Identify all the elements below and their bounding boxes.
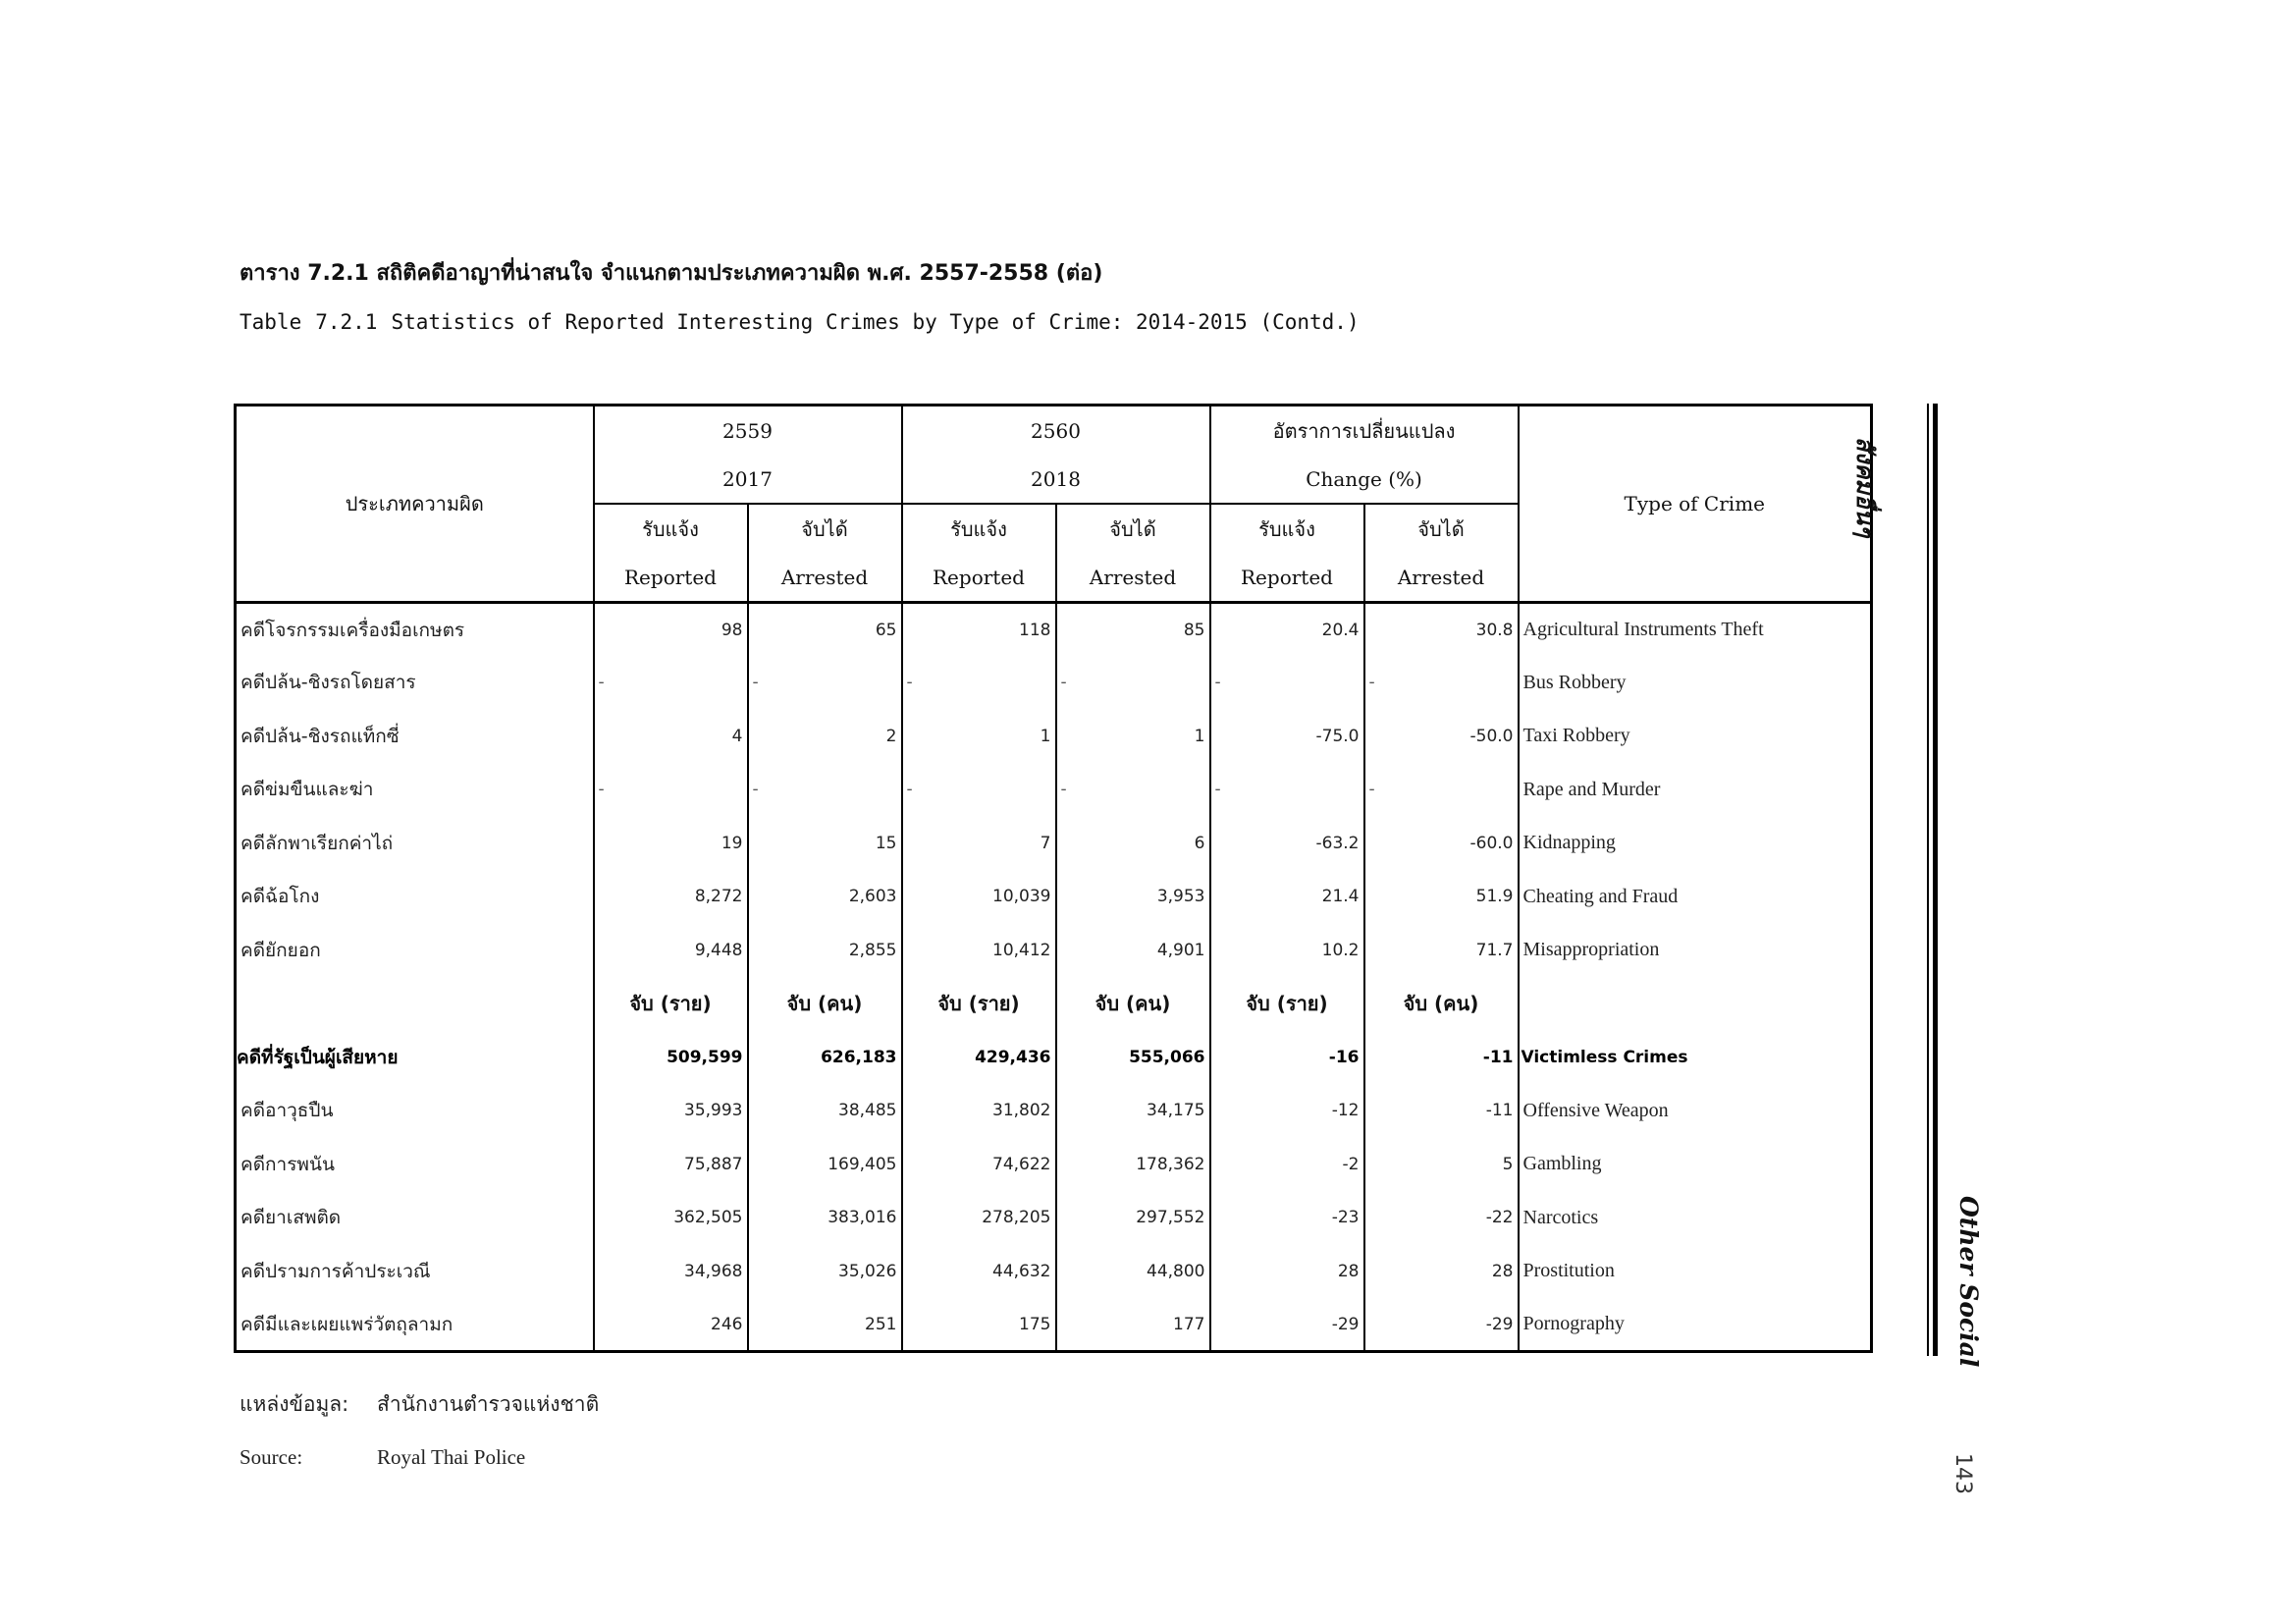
cell-value: 8,272 <box>594 870 748 924</box>
subheader-reported-thai: รับแจ้ง <box>902 504 1056 553</box>
cell-value: 2,603 <box>748 870 902 924</box>
group-value: 429,436 <box>902 1031 1056 1085</box>
cell-value: 44,632 <box>902 1245 1056 1299</box>
cell-value: 65 <box>748 603 902 657</box>
cell-value: -2 <box>1210 1138 1364 1192</box>
cell-value: -12 <box>1210 1084 1364 1138</box>
cell-value: 28 <box>1364 1245 1519 1299</box>
cell-value: -60.0 <box>1364 817 1519 871</box>
crime-type-english: Bus Robbery <box>1519 656 1872 710</box>
group-row-victimless <box>236 1031 1872 1085</box>
page-number: 143 <box>1950 1453 1975 1494</box>
cell-value: -22 <box>1364 1191 1519 1245</box>
crime-type-english: Cheating and Fraud <box>1519 870 1872 924</box>
cell-value: 51.9 <box>1364 870 1519 924</box>
cell-value: - <box>1210 656 1364 710</box>
table-row <box>236 603 1872 657</box>
units-row-blank <box>1519 977 1872 1031</box>
table-body-victimless-crimes <box>236 1084 1872 1352</box>
cell-value: 178,362 <box>1056 1138 1210 1192</box>
source-value-english: Royal Thai Police <box>377 1445 526 1469</box>
cell-value: - <box>594 763 748 817</box>
cell-value: 7 <box>902 817 1056 871</box>
cell-value: 1 <box>902 710 1056 764</box>
subheader-reported: Reported <box>902 553 1056 603</box>
cell-value: 71.7 <box>1364 924 1519 978</box>
cell-value: -63.2 <box>1210 817 1364 871</box>
table-row <box>236 1245 1872 1299</box>
crime-type-thai: คดีการพนัน <box>236 1138 594 1192</box>
table-row <box>236 656 1872 710</box>
subheader-arrested-thai: จับได้ <box>1056 504 1210 553</box>
header-year-2559: 2559 <box>594 406 902 456</box>
cell-value: 4 <box>594 710 748 764</box>
header-change-english: Change (%) <box>1210 455 1519 504</box>
group-label-thai: คดีที่รัฐเป็นผู้เสียหาย <box>236 1031 594 1085</box>
header-year-2017: 2017 <box>594 455 902 504</box>
cell-value: - <box>902 656 1056 710</box>
cell-value: -23 <box>1210 1191 1364 1245</box>
crime-type-english: Pornography <box>1519 1298 1872 1352</box>
crime-type-thai: คดีโจรกรรมเครื่องมือเกษตร <box>236 603 594 657</box>
cell-value: 15 <box>748 817 902 871</box>
crime-type-english: Prostitution <box>1519 1245 1872 1299</box>
cell-value: 35,993 <box>594 1084 748 1138</box>
table-body-property-crimes <box>236 603 1872 978</box>
cell-value: - <box>594 656 748 710</box>
table-row <box>236 763 1872 817</box>
cell-value: -29 <box>1210 1298 1364 1352</box>
cell-value: - <box>1056 656 1210 710</box>
table-row <box>236 870 1872 924</box>
cell-value: 3,953 <box>1056 870 1210 924</box>
cell-value: 297,552 <box>1056 1191 1210 1245</box>
table-title-thai: ตาราง 7.2.1 สถิติคดีอาญาที่น่าสนใจ จำแนกตามประเภทความผิด พ.ศ. 2557-2558 (ต่อ) <box>240 261 1103 286</box>
cell-value: 30.8 <box>1364 603 1519 657</box>
cell-value: 383,016 <box>748 1191 902 1245</box>
crime-type-thai: คดียาเสพติด <box>236 1191 594 1245</box>
cell-value: - <box>748 763 902 817</box>
cell-value: 85 <box>1056 603 1210 657</box>
cell-value: 21.4 <box>1210 870 1364 924</box>
cell-value: - <box>1364 763 1519 817</box>
group-value: 626,183 <box>748 1031 902 1085</box>
table-row <box>236 1298 1872 1352</box>
header-year-2560: 2560 <box>902 406 1210 456</box>
cell-value: 251 <box>748 1298 902 1352</box>
table-number: 7.2.1 <box>315 310 378 334</box>
cell-value: -75.0 <box>1210 710 1364 764</box>
table-title-text: Statistics of Reported Interesting Crimes by Type of Crime: 2014-2015 (Contd.) <box>391 310 1360 334</box>
cell-value: 10,039 <box>902 870 1056 924</box>
sidebar-rule-thick <box>1933 404 1938 1356</box>
crime-type-thai: คดียักยอก <box>236 924 594 978</box>
crime-type-thai: คดีมีและเผยแพร่วัตถุลามก <box>236 1298 594 1352</box>
cell-value: 118 <box>902 603 1056 657</box>
unit-label: จับ (คน) <box>1056 977 1210 1031</box>
group-value: 555,066 <box>1056 1031 1210 1085</box>
subheader-reported-thai: รับแจ้ง <box>1210 504 1364 553</box>
cell-value: 177 <box>1056 1298 1210 1352</box>
cell-value: -29 <box>1364 1298 1519 1352</box>
crime-statistics-table <box>234 404 1873 1353</box>
crime-type-english: Agricultural Instruments Theft <box>1519 603 1872 657</box>
unit-label: จับ (คน) <box>1364 977 1519 1031</box>
subheader-reported: Reported <box>1210 553 1364 603</box>
crime-type-english: Offensive Weapon <box>1519 1084 1872 1138</box>
cell-value: 175 <box>902 1298 1056 1352</box>
cell-value: - <box>902 763 1056 817</box>
header-type-thai: ประเภทความผิด <box>236 406 594 603</box>
crime-type-english: Gambling <box>1519 1138 1872 1192</box>
cell-value: 9,448 <box>594 924 748 978</box>
group-value: 509,599 <box>594 1031 748 1085</box>
source-label-english: Source: <box>240 1445 303 1469</box>
subheader-arrested-thai: จับได้ <box>1364 504 1519 553</box>
crime-type-english: Misappropriation <box>1519 924 1872 978</box>
cell-value: 6 <box>1056 817 1210 871</box>
table-row <box>236 1138 1872 1192</box>
crime-type-thai: คดีปรามการค้าประเวณี <box>236 1245 594 1299</box>
cell-value: 28 <box>1210 1245 1364 1299</box>
cell-value: 5 <box>1364 1138 1519 1192</box>
table-row <box>236 710 1872 764</box>
cell-value: 169,405 <box>748 1138 902 1192</box>
cell-value: 362,505 <box>594 1191 748 1245</box>
cell-value: 38,485 <box>748 1084 902 1138</box>
crime-type-thai: คดีข่มขืนและฆ่า <box>236 763 594 817</box>
unit-label: จับ (คน) <box>748 977 902 1031</box>
cell-value: 20.4 <box>1210 603 1364 657</box>
crime-type-thai: คดีอาวุธปืน <box>236 1084 594 1138</box>
cell-value: 2,855 <box>748 924 902 978</box>
cell-value: 246 <box>594 1298 748 1352</box>
cell-value: - <box>1056 763 1210 817</box>
source-value-thai: สำนักงานตำรวจแห่งชาติ <box>377 1392 600 1416</box>
cell-value: 2 <box>748 710 902 764</box>
subheader-arrested: Arrested <box>1364 553 1519 603</box>
table-label: Table <box>240 310 302 334</box>
unit-label: จับ (ราย) <box>902 977 1056 1031</box>
cell-value: 10.2 <box>1210 924 1364 978</box>
sidebar-chapter-thai: สังคมอื่นๆ <box>1851 437 1879 537</box>
group-label-english: Victimless Crimes <box>1519 1031 1872 1085</box>
table-row <box>236 817 1872 871</box>
subheader-arrested-thai: จับได้ <box>748 504 902 553</box>
cell-value: -50.0 <box>1364 710 1519 764</box>
crime-type-english: Narcotics <box>1519 1191 1872 1245</box>
sidebar-rule-thin <box>1927 404 1929 1356</box>
table-body-units <box>236 977 1872 1084</box>
subheader-reported-thai: รับแจ้ง <box>594 504 748 553</box>
table-title-english <box>240 310 1360 334</box>
cell-value: - <box>1364 656 1519 710</box>
units-row-blank <box>236 977 594 1031</box>
sidebar-chapter-english: Other Social <box>1954 1196 1983 1368</box>
header-year-2018: 2018 <box>902 455 1210 504</box>
unit-label: จับ (ราย) <box>1210 977 1364 1031</box>
unit-label: จับ (ราย) <box>594 977 748 1031</box>
cell-value: 10,412 <box>902 924 1056 978</box>
source-label-thai: แหล่งข้อมูล: <box>240 1392 349 1416</box>
group-value: -16 <box>1210 1031 1364 1085</box>
cell-value: 34,175 <box>1056 1084 1210 1138</box>
crime-type-thai: คดีปล้น-ชิงรถโดยสาร <box>236 656 594 710</box>
cell-value: 19 <box>594 817 748 871</box>
header-change-thai: อัตราการเปลี่ยนแปลง <box>1210 406 1519 456</box>
cell-value: 278,205 <box>902 1191 1056 1245</box>
subheader-arrested: Arrested <box>1056 553 1210 603</box>
cell-value: 4,901 <box>1056 924 1210 978</box>
cell-value: 75,887 <box>594 1138 748 1192</box>
cell-value: - <box>1210 763 1364 817</box>
header-type-english: Type of Crime <box>1519 406 1872 603</box>
table-row <box>236 924 1872 978</box>
subheader-arrested: Arrested <box>748 553 902 603</box>
table-row <box>236 1191 1872 1245</box>
cell-value: 74,622 <box>902 1138 1056 1192</box>
units-row <box>236 977 1872 1031</box>
crime-type-thai: คดีลักพาเรียกค่าไถ่ <box>236 817 594 871</box>
group-value: -11 <box>1364 1031 1519 1085</box>
cell-value: 35,026 <box>748 1245 902 1299</box>
crime-type-thai: คดีฉ้อโกง <box>236 870 594 924</box>
cell-value: - <box>748 656 902 710</box>
subheader-reported: Reported <box>594 553 748 603</box>
table-row <box>236 1084 1872 1138</box>
cell-value: 1 <box>1056 710 1210 764</box>
crime-type-thai: คดีปล้น-ชิงรถแท็กซี่ <box>236 710 594 764</box>
cell-value: 31,802 <box>902 1084 1056 1138</box>
cell-value: -11 <box>1364 1084 1519 1138</box>
cell-value: 44,800 <box>1056 1245 1210 1299</box>
crime-type-english: Taxi Robbery <box>1519 710 1872 764</box>
cell-value: 34,968 <box>594 1245 748 1299</box>
crime-type-english: Kidnapping <box>1519 817 1872 871</box>
cell-value: 98 <box>594 603 748 657</box>
crime-type-english: Rape and Murder <box>1519 763 1872 817</box>
